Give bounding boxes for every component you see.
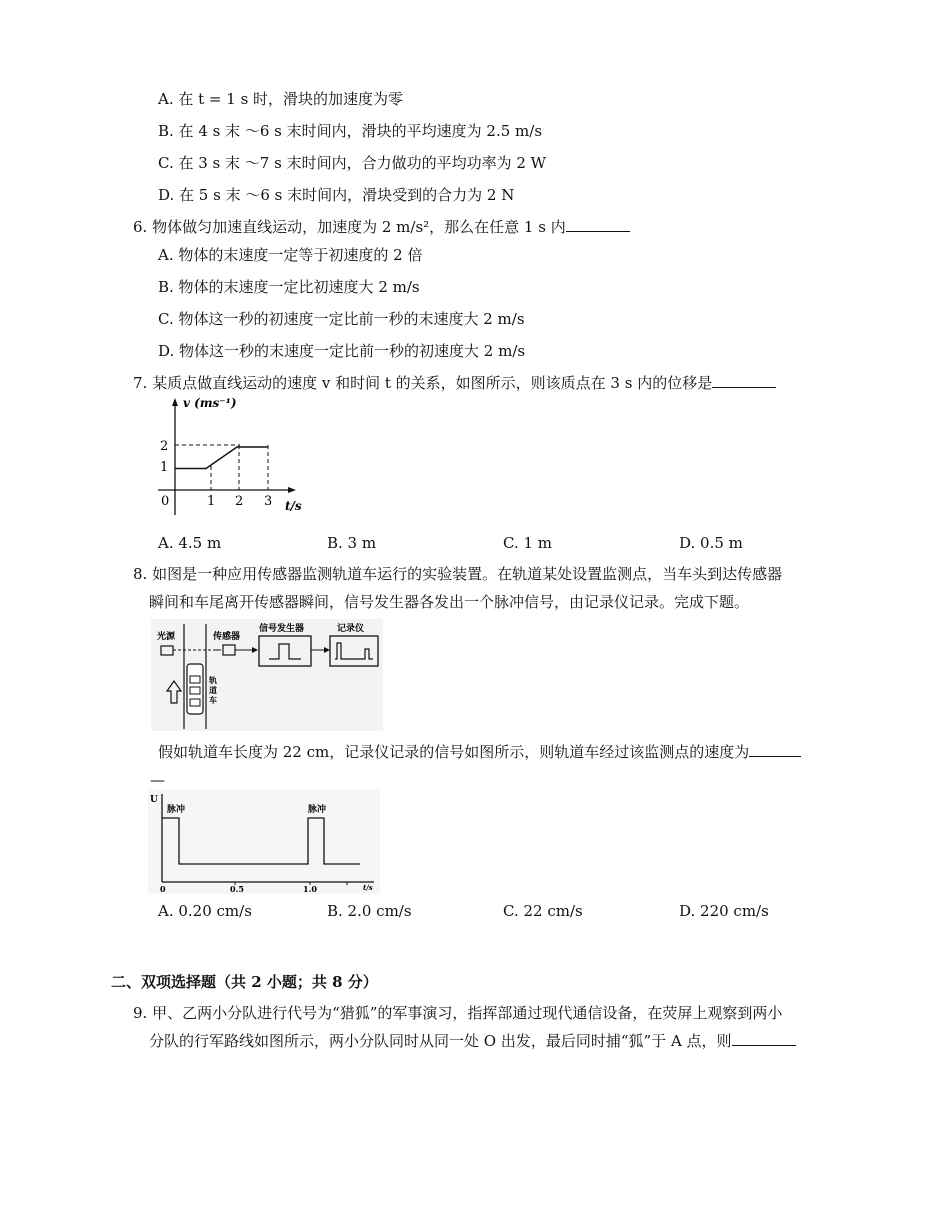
q6-option-a: A. 物体的末速度一定等于初速度的 2 倍 bbox=[158, 246, 423, 264]
velocity-line bbox=[175, 447, 268, 469]
answer-blank bbox=[732, 1031, 796, 1046]
q7-option-b: B. 3 m bbox=[327, 534, 377, 552]
signal-graph bbox=[148, 790, 380, 894]
origin-label: 0 bbox=[161, 494, 170, 509]
q8-stem-line1: 8. 如图是一种应用传感器监测轨道车运行的实验装置。在轨道某处设置监测点，当车头到达传感器 bbox=[133, 565, 783, 583]
signal-x-label: t/s bbox=[363, 883, 373, 892]
answer-blank bbox=[749, 742, 801, 757]
q8-option-a: A. 0.20 cm/s bbox=[158, 902, 252, 920]
q7-option-d: D. 0.5 m bbox=[679, 534, 743, 552]
answer-blank bbox=[566, 217, 630, 232]
q7-stem bbox=[133, 373, 776, 393]
signal-x-tick-0: 0 bbox=[160, 884, 166, 894]
answer-blank bbox=[712, 373, 776, 388]
signal-y-label: U bbox=[150, 795, 158, 805]
q9-line1: 9. 甲、乙两小分队进行代号为“猎狐”的军事演习，指挥部通过现代通信设备，在荧屏上观察到两小 bbox=[133, 1004, 783, 1022]
signal-x-tick-0-5: 0.5 bbox=[230, 884, 244, 894]
x-tick-3: 3 bbox=[264, 494, 273, 509]
q6-option-b: B. 物体的末速度一定比初速度大 2 m/s bbox=[158, 278, 420, 296]
q8-sub-question bbox=[158, 742, 801, 762]
apparatus-diagram bbox=[151, 619, 383, 731]
y-tick-1: 1 bbox=[160, 460, 169, 475]
sensor-label: 传感器 bbox=[213, 632, 241, 642]
q7-option-a: A. 4.5 m bbox=[158, 534, 222, 552]
pulse-label-2: 脉冲 bbox=[308, 805, 327, 815]
y-tick-2: 2 bbox=[160, 439, 169, 454]
q5-option-b: B. 在 4 s 末 ～6 s 末时间内，滑块的平均速度为 2.5 m/s bbox=[158, 122, 543, 140]
q8-option-b: B. 2.0 cm/s bbox=[327, 902, 412, 920]
q6-option-c: C. 物体这一秒的初速度一定比前一秒的末速度大 2 m/s bbox=[158, 310, 525, 328]
q6-stem-text: 6. 物体做匀加速直线运动，加速度为 2 m/s²，那么在任意 1 s 内 bbox=[133, 218, 566, 236]
q5-option-c: C. 在 3 s 末 ～7 s 末时间内，合力做功的平均功率为 2 W bbox=[158, 154, 547, 172]
y-axis-arrow bbox=[172, 398, 178, 406]
q8-sub-text: 假如轨道车长度为 22 cm，记录仪记录的信号如图所示，则轨道车经过该监测点的速度为 bbox=[158, 743, 750, 761]
q7-stem-text: 7. 某质点做直线运动的速度 v 和时间 t 的关系，如图所示，则该质点在 3 s 内的位移是 bbox=[133, 374, 713, 392]
x-tick-2: 2 bbox=[235, 494, 244, 509]
y-axis-label: v (ms⁻¹) bbox=[183, 396, 237, 410]
recorder-label: 记录仪 bbox=[337, 624, 365, 634]
q8-option-c: C. 22 cm/s bbox=[503, 902, 583, 920]
x-tick-1: 1 bbox=[207, 494, 216, 509]
q6-stem bbox=[133, 217, 630, 237]
q9-line2 bbox=[149, 1031, 796, 1051]
x-axis-arrow bbox=[288, 487, 296, 493]
q7-option-c: C. 1 m bbox=[503, 534, 553, 552]
signal-x-tick-1-0: 1.0 bbox=[303, 884, 317, 894]
pulse-label-1: 脉冲 bbox=[167, 805, 186, 815]
car-label-1: 轨 bbox=[209, 675, 217, 685]
q8-sub-tail: — bbox=[150, 771, 165, 789]
light-source-label: 光源 bbox=[157, 632, 176, 642]
q6-option-d: D. 物体这一秒的末速度一定比前一秒的初速度大 2 m/s bbox=[158, 342, 526, 360]
car-label-2: 道 bbox=[209, 685, 217, 695]
q8-stem-line2: 瞬间和车尾离开传感器瞬间，信号发生器各发出一个脉冲信号，由记录仪记录。完成下题。 bbox=[149, 593, 750, 611]
q5-option-a: A. 在 t = 1 s 时，滑块的加速度为零 bbox=[158, 90, 404, 108]
q9-line2-text: 分队的行军路线如图所示，两小分队同时从同一处 O 出发，最后同时捕“狐”于 A 点，则 bbox=[149, 1032, 732, 1050]
car-label-3: 车 bbox=[209, 695, 217, 705]
signal-generator-label: 信号发生器 bbox=[259, 624, 305, 634]
q5-option-d: D. 在 5 s 末 ～6 s 末时间内，滑块受到的合力为 2 N bbox=[158, 186, 515, 204]
section-2-heading: 二、双项选择题（共 2 小题；共 8 分） bbox=[111, 973, 378, 991]
x-axis-label: t/s bbox=[285, 499, 302, 513]
q8-option-d: D. 220 cm/s bbox=[679, 902, 769, 920]
velocity-time-graph bbox=[150, 393, 310, 523]
